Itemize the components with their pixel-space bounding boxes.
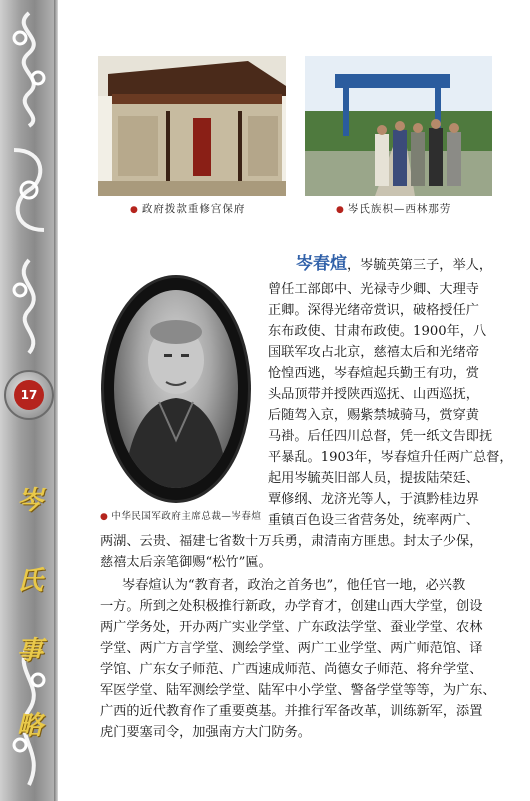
paragraph-line: 东布政使、甘肃布政使。1900年，八 (268, 324, 487, 339)
side-title-char: 事 (16, 636, 43, 666)
side-title-char: 氏 (16, 566, 43, 596)
portrait-caption: ● 中华民国军政府主席总裁—岑春煊 (100, 511, 262, 522)
paragraph-line: 广西的近代教育作了重要奠基。并推行军备改革，训练新军，添置 (100, 704, 483, 719)
scroll-ornament-icon (6, 8, 52, 128)
paragraph-line: 后随驾入京，赐紫禁城骑马，赏穿黄 (268, 408, 479, 423)
portrait-image (114, 290, 238, 488)
paragraph-line: 学馆、广东女子师范、广西速成师范、尚德女子师范、将弁学堂、 (100, 662, 483, 677)
photo-caption-residence: ● 政府拨款重修宫保府 (130, 203, 246, 215)
paragraph-line: 重镇百色设三省营务处，统率两广、 (268, 513, 479, 528)
paragraph-line: 一方。所到之处积极推行新政，办学育才，创建山西大学堂，创设 (100, 599, 483, 614)
paragraph-line: 平暴乱。1903年，岑春煊升任两广总督， (268, 450, 513, 465)
scroll-ornament-icon (6, 255, 52, 355)
paragraph-line: 学堂、两广方言学堂、测绘学堂、两广工业学堂、两广师范馆、译 (100, 641, 483, 656)
paragraph-line: 虎门要塞司令，加强南方大门防务。 (100, 725, 311, 740)
residence-photo-image (98, 56, 286, 196)
portrait-frame (104, 278, 248, 500)
paragraph-line: 起用岑毓英旧部人员，提拔陆荣廷、 (268, 471, 479, 486)
side-title-char: 略 (16, 711, 43, 741)
paragraph-line: 正卿。深得光绪帝赏识，破格授任广 (268, 303, 479, 318)
residence-photo (98, 56, 286, 196)
page-number-badge (4, 370, 54, 420)
paragraph-line: 覃修纲、龙济光等人，于滇黔桂边界 (268, 492, 479, 507)
paragraph-line: 岑春煊认为“教育者，政治之首务也”，他任官一地，必兴教 (122, 578, 466, 593)
paragraph-line: 曾任工部郎中、光禄寺少卿、大理寺 (268, 282, 479, 297)
paragraph-line: 慈禧太后亲笔御赐“松竹”匾。 (100, 555, 272, 570)
paragraph-line: 国联军攻占北京，慈禧太后和光绪帝 (268, 345, 479, 360)
side-title-char: 岑 (16, 486, 43, 516)
paragraph-line: 岑春煊，岑毓英第三子，举人， (296, 254, 493, 274)
paragraph-line: 两湖、云贵、福建七省数十万兵勇，肃清南方匪患。封太子少保， (100, 534, 483, 549)
paragraph-line: 两广学务处，开办两广实业学堂、广东政法学堂、蚕业学堂、农林 (100, 620, 483, 635)
paragraph-line: 马褂。后任四川总督，凭一纸文告即抚 (268, 429, 493, 444)
village-gate-photo (305, 56, 492, 196)
village-gate-photo-image (305, 56, 492, 196)
paragraph-line: 怆惶西逃，岑春煊起兵勤王有功，赏 (268, 366, 479, 381)
person-name: 岑春煊 (296, 254, 347, 274)
paragraph-line: 头品顶带并授陕西巡抚、山西巡抚， (268, 387, 479, 402)
paragraph-line: 军医学堂、陆军测绘学堂、陆军中小学堂、警备学堂等等，为广东、 (100, 683, 496, 698)
scroll-ornament-icon (6, 140, 52, 240)
photo-caption-gate: ● 岑氏族枳—西林那劳 (336, 203, 452, 215)
page-number: 17 (14, 380, 44, 410)
